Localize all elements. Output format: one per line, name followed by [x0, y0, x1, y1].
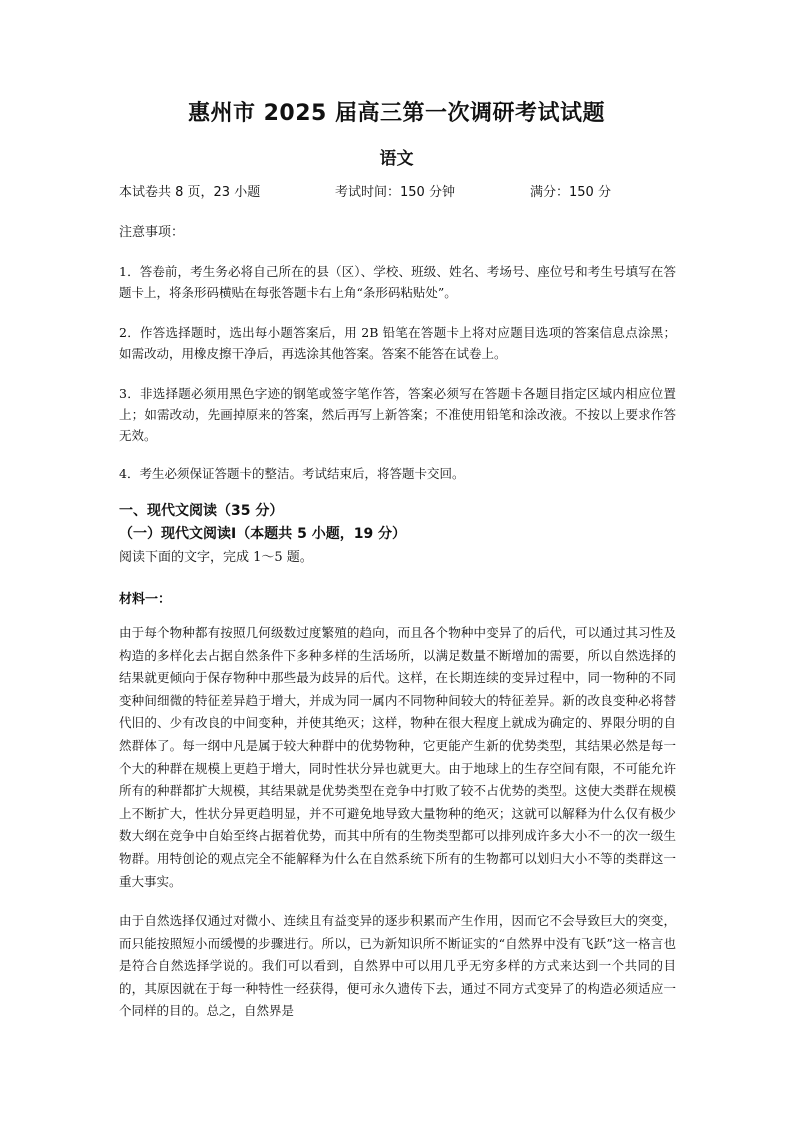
reading-instruction: 阅读下面的文字，完成 1～5 题。 [119, 550, 313, 565]
material-paragraph-1: 由于每个物种都有按照几何级数过度繁殖的趋向，而且各个物种中变异了的后代，可以通过其习性及构造的多样化去占据自然条件下多种多样的生活场所，以满足数量不断增加的需要，所以自然选择的结果就更倾向于保存物种中那些最为歧异的后代。这样，在长期连续的变异过程中，同一物种的不同变种间细微的特征差异趋于增大，并成为同一属内不同物种间较大的特征差异。新的改良变种必将替代旧的、少有改良的中间变种，并使其绝灭；这样，物种在很大程度上就成为确定的、界限分明的自然群体了。每一纲中凡是属于较大种群中的优势物种，它更能产生新的优势类型，其结果必然是每一个大的种群在规模上更趋于增大，同时性状分异也就更大。由于地球上的生存空间有限，不可能允许所有的种群都扩大规模，其结果就是优势类型在竞争中打败了较不占优势的类型。这使大类群在规模上不断扩大，性状分异更趋明显，并不可避免地导致大量物种的绝灭；这就可以解释为什么仅有极少数大纲在竞争中自始至终占据着优势，而其中所有的生物类型都可以排列成许多大小不一的次一级生物群。用特创论的观点完全不能解释为什么在自然系统下所有的生物都可以划归大小不等的类群这一重大事实。 [119, 625, 676, 889]
notice-item-4: 4．考生必须保证答题卡的整洁。考试结束后，将答题卡交回。 [119, 466, 465, 481]
notice-title: 注意事项： [119, 225, 185, 240]
pages-questions-info: 本试卷共 8 页，23 小题 [119, 185, 261, 200]
subsection-title: （一）现代文阅读Ⅰ（本题共 5 小题，19 分） [119, 526, 407, 542]
section-title: 一、现代文阅读（35 分） [119, 503, 284, 519]
material-paragraph-2: 由于自然选择仅通过对微小、连续且有益变异的逐步积累而产生作用，因而它不会导致巨大的突变，而只能按照短小而缓慢的步骤进行。所以，已为新知识所不断证实的“自然界中没有飞跃”这一格言也是符合自然选择学说的。我们可以看到，自然界中可以用几乎无穷多样的方式来达到一个共同的目的，其原因就在于每一种特性一经获得，便可永久遗传下去，通过不同方式变异了的构造必须适应一个同样的目的。总之，自然界是 [119, 913, 676, 1019]
notice-item-1: 1．答卷前，考生务必将自己所在的县（区）、学校、班级、姓名、考场号、座位号和考生号填写在答题卡上，将条形码横贴在每张答题卡右上角“条形码粘贴处”。 [119, 264, 676, 300]
exam-title: 惠州市 2025 届高三第一次调研考试试题 [187, 101, 606, 126]
material-label: 材料一： [119, 592, 172, 607]
full-score-info: 满分：150 分 [530, 185, 611, 200]
notice-item-2: 2．作答选择题时，选出每小题答案后，用 2B 铅笔在答题卡上将对应题目选项的答案信息点涂黑；如需改动，用橡皮擦干净后，再选涂其他答案。答案不能答在试卷上。 [119, 325, 676, 361]
notice-item-3: 3．非选择题必须用黑色字迹的钢笔或签字笔作答，答案必须写在答题卡各题目指定区域内相应位置上；如需改动，先画掉原来的答案，然后再写上新答案；不准使用铅笔和涂改液。不按以上要求作答无效。 [119, 386, 676, 443]
exam-time-info: 考试时间：150 分钟 [335, 185, 455, 200]
subject-title: 语文 [379, 149, 414, 169]
